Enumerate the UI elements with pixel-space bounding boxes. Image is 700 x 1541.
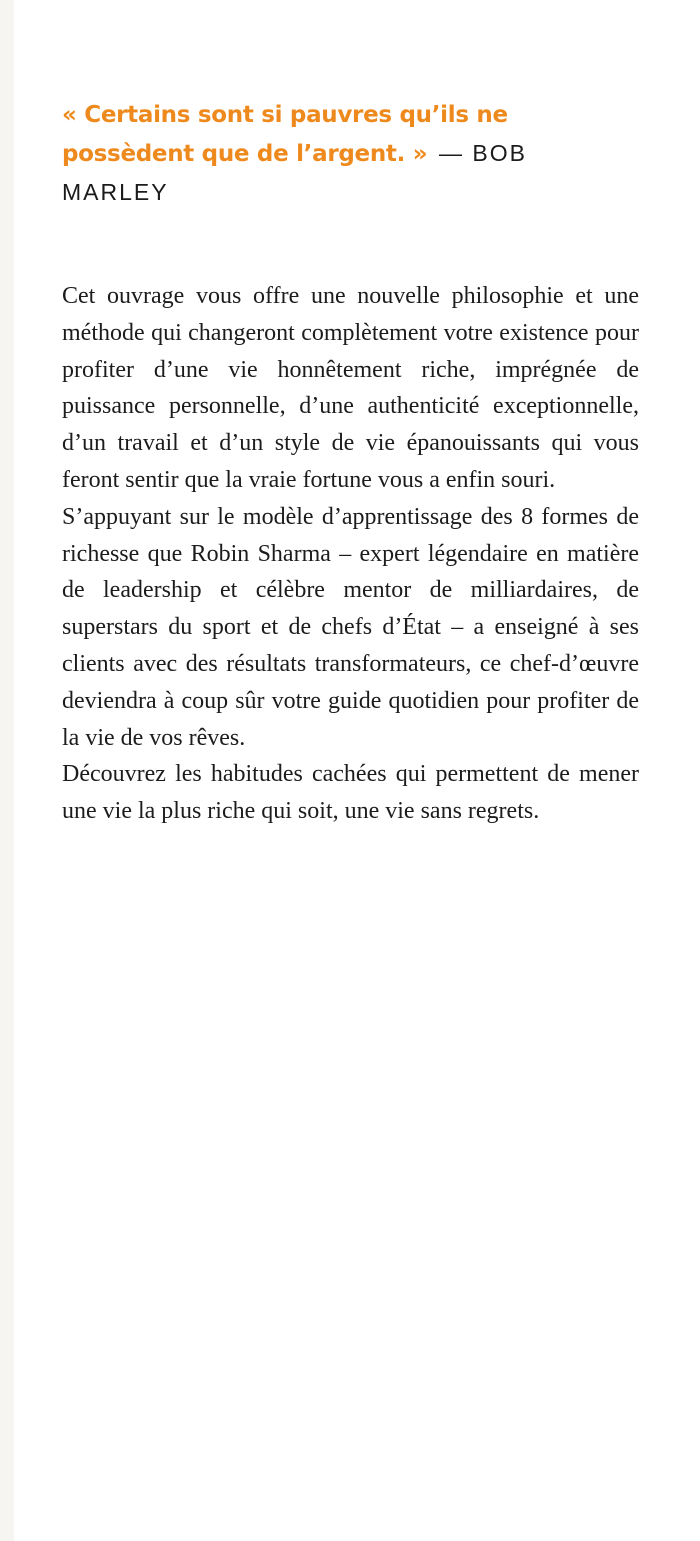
epigraph-quote: [62, 96, 639, 212]
book-description: [62, 278, 639, 830]
description-paragraph-2: S’appuyant sur le modèle d’apprentissage des 8 formes de richesse que Robin Sharma – expert légendaire en matière de leadership et célèbre mentor de milliardaires, de superstars du sport et de chefs d’État – a enseigné à ses clients avec des résultats transformateurs, ce chef-d’œuvre deviendra à coup sûr votre guide quotidien pour profiter de la vie de vos rêves.: [62, 503, 639, 751]
description-paragraph-1: Cet ouvrage vous offre une nouvelle philosophie et une méthode qui changeront complètement votre existence pour profiter d’une vie honnêtement riche, imprégnée de puissance personnelle, d’une authenticité exceptionnelle, d’un travail et d’un style de vie épanouissants qui vous feront sentir que la vraie fortune vous a enfin souri.: [62, 283, 639, 493]
quote-text: « Certains sont si pauvres qu’ils ne possèdent que de l’argent. »: [62, 102, 508, 167]
quote-author: — BOB MARLEY: [62, 140, 528, 205]
back-cover-page: [62, 96, 639, 830]
description-paragraph-3: Découvrez les habitudes cachées qui permettent de mener une vie la plus riche qui soit, une vie sans regrets.: [62, 761, 639, 825]
spine-edge: [0, 0, 14, 1541]
